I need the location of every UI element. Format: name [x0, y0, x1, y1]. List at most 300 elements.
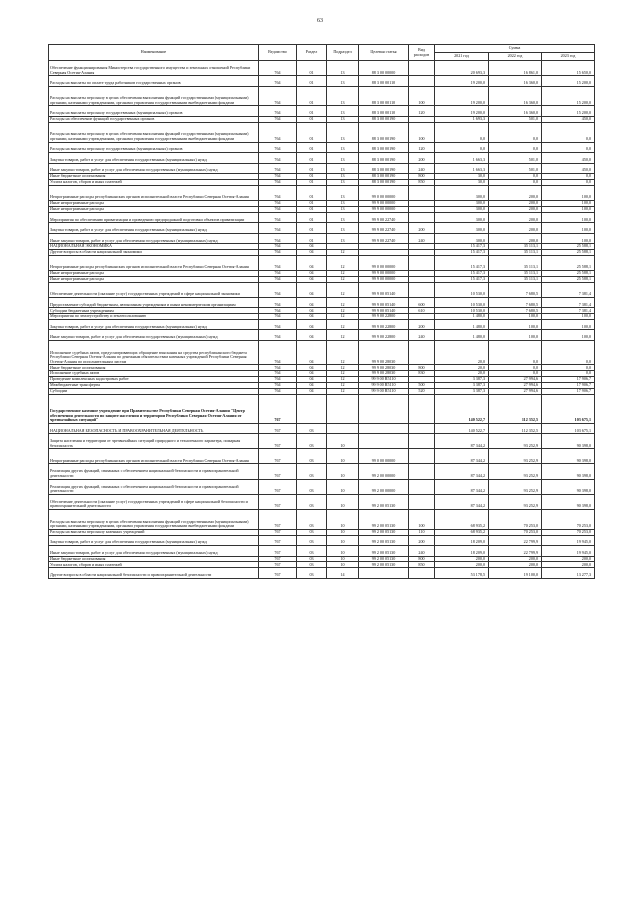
cell-target: 99 9 00 R5110	[359, 388, 409, 394]
cell-target: 99 2 00 05130	[359, 494, 409, 509]
table-row	[49, 423, 595, 434]
cell-sub: 10	[327, 535, 359, 546]
cell-sec: 01	[297, 174, 327, 180]
cell-y3: 25 588,1	[542, 270, 595, 276]
cell-name: НАЦИОНАЛЬНАЯ БЕЗОПАСНОСТЬ И ПРАВООХРАНИТЕЛЬНАЯ ДЕЯТЕЛЬНОСТЬ	[49, 423, 259, 434]
cell-target: 99 9 00 05140	[359, 297, 409, 308]
cell-y3: 25 588,1	[542, 249, 595, 255]
cell-dept: 764	[259, 382, 297, 388]
cell-sub: 12	[327, 308, 359, 314]
header-name: Наименование	[49, 45, 259, 61]
cell-y3: 15 650,0	[542, 61, 595, 76]
cell-y2: 16 360,0	[489, 86, 542, 106]
cell-y2: 200,0	[489, 223, 542, 234]
cell-vr	[409, 449, 435, 464]
table-row	[49, 223, 595, 234]
cell-sub: 13	[327, 153, 359, 164]
cell-dept: 767	[259, 464, 297, 479]
cell-sub: 13	[327, 142, 359, 153]
cell-sec: 01	[297, 76, 327, 87]
cell-vr: 610	[409, 308, 435, 314]
cell-dept: 767	[259, 449, 297, 464]
cell-y1: 20,0	[435, 365, 489, 371]
cell-name: Другие вопросы в области национальной экономики	[49, 249, 259, 255]
table-row	[49, 464, 595, 479]
cell-sec: 01	[297, 223, 327, 234]
cell-sub: 10	[327, 529, 359, 535]
cell-target: 99 9 00 22740	[359, 223, 409, 234]
cell-sub	[327, 394, 359, 423]
cell-name: Расходы на выплаты персоналу в целях обеспечения выполнения функций государственными (муниципальными) органами, казенными учреждениями, органами управления государственными внебюджетными фондами	[49, 86, 259, 106]
cell-vr	[409, 434, 435, 449]
cell-name: Защита населения и территории от чрезвычайных ситуаций природного и техногенного характера, пожарная безопасность	[49, 434, 259, 449]
cell-sec: 03	[297, 568, 327, 579]
cell-name: Непрограммные расходы республиканских органов исполнительной власти Республики Северная Осетия-Алания	[49, 185, 259, 200]
cell-sec: 01	[297, 179, 327, 185]
cell-vr: 240	[409, 546, 435, 557]
cell-sub: 10	[327, 434, 359, 449]
cell-target: 99 9 00 00000	[359, 276, 409, 282]
cell-vr	[409, 76, 435, 87]
table-row	[49, 212, 595, 223]
table-row	[49, 86, 595, 106]
cell-y2: 100,0	[489, 314, 542, 320]
cell-name: Предоставление субсидий бюджетным, автономным учреждениям и иным некоммерческим организациям	[49, 297, 259, 308]
cell-vr: 800	[409, 365, 435, 371]
cell-name: Мероприятия по землеустройству и землепользованию	[49, 314, 259, 320]
cell-y3: 100,0	[542, 185, 595, 200]
cell-y3: 100,0	[542, 206, 595, 212]
cell-dept: 767	[259, 529, 297, 535]
cell-target: 99 0 00 00000	[359, 449, 409, 464]
cell-target: 99 9 00 00000	[359, 270, 409, 276]
cell-y3: 450,0	[542, 116, 595, 122]
cell-y3: 15 200,0	[542, 86, 595, 106]
cell-y2: 200,0	[489, 212, 542, 223]
cell-y3: 15 200,0	[542, 76, 595, 87]
cell-y3: 0,0	[542, 365, 595, 371]
cell-target: 99 2 00 00000	[359, 479, 409, 494]
cell-y2: 200,0	[489, 185, 542, 200]
cell-sub: 13	[327, 206, 359, 212]
header-target: Целевая статья	[359, 45, 409, 61]
cell-y2: 93 252,9	[489, 479, 542, 494]
cell-target: 88 3 00 00190	[359, 116, 409, 122]
cell-y3: 25 588,1	[542, 244, 595, 250]
cell-name: Иные бюджетные ассигнования	[49, 365, 259, 371]
cell-dept: 767	[259, 562, 297, 568]
cell-dept: 764	[259, 106, 297, 117]
cell-name: Уплата налогов, сборов и иных платежей	[49, 562, 259, 568]
cell-sub: 13	[327, 76, 359, 87]
cell-target: 99 9 00 28030	[359, 340, 409, 364]
cell-dept: 764	[259, 122, 297, 142]
cell-y3: 25 588,1	[542, 276, 595, 282]
cell-sub	[327, 423, 359, 434]
table-body	[49, 61, 595, 579]
header-2022: 2022 год	[489, 53, 542, 61]
cell-vr	[409, 340, 435, 364]
cell-dept: 767	[259, 546, 297, 557]
cell-vr: 500	[409, 382, 435, 388]
cell-y2: 19 100,0	[489, 568, 542, 579]
cell-sub: 12	[327, 371, 359, 377]
cell-target	[359, 394, 409, 423]
cell-target: 88 3 00 00110	[359, 106, 409, 117]
cell-target: 99 9 00 R5110	[359, 382, 409, 388]
cell-dept: 764	[259, 319, 297, 330]
cell-y3: 7 381,4	[542, 297, 595, 308]
cell-target: 99 9 00 22800	[359, 330, 409, 341]
cell-y2: 93 252,9	[489, 449, 542, 464]
cell-name: Иные закупки товаров, работ и услуг для обеспечения государственных (муниципальных) нужд	[49, 163, 259, 174]
cell-dept: 764	[259, 282, 297, 297]
cell-sec: 01	[297, 106, 327, 117]
cell-name: Иные непрограммные расходы	[49, 200, 259, 206]
cell-y2: 200,0	[489, 562, 542, 568]
cell-y2: 112 352,5	[489, 394, 542, 423]
cell-vr	[409, 394, 435, 423]
cell-y3: 17 906,7	[542, 388, 595, 394]
cell-y2: 35 113,1	[489, 255, 542, 270]
cell-name: Непрограммные расходы республиканских органов исполнительной власти Республики Северная Осетия-Алания	[49, 255, 259, 270]
cell-name: Иные закупки товаров, работ и услуг для обеспечения государственных (муниципальных) нужд	[49, 546, 259, 557]
cell-sec: 01	[297, 163, 327, 174]
cell-y1: 15 417,3	[435, 249, 489, 255]
cell-y2: 27 994,6	[489, 377, 542, 383]
cell-y1: 20,0	[435, 371, 489, 377]
cell-sub: 12	[327, 255, 359, 270]
cell-vr	[409, 464, 435, 479]
cell-y3: 90 398,0	[542, 434, 595, 449]
cell-y3: 15 200,0	[542, 106, 595, 117]
cell-y1: 87 344,2	[435, 464, 489, 479]
cell-dept: 767	[259, 509, 297, 529]
cell-y1: 10 530,0	[435, 297, 489, 308]
cell-name: Обеспечение деятельности (оказание услуг) государственных учреждений в сфере национальной безопасности и правоохранительной деятельности	[49, 494, 259, 509]
table-row	[49, 509, 595, 529]
cell-y3: 19 945,0	[542, 535, 595, 546]
cell-y2: 100,0	[489, 319, 542, 330]
cell-y2: 200,0	[489, 233, 542, 244]
cell-y2: 0,0	[489, 365, 542, 371]
cell-name: Государственное казенное учреждение при Правительстве Республики Северная Осетия-Алания "Центр обеспечения деятельности по защите населения и территории Республики Северная Осетия-Алания от чрезвычайных ситуаций"	[49, 394, 259, 423]
cell-target: 99 9 00 22740	[359, 233, 409, 244]
cell-y1: 30,0	[435, 174, 489, 180]
cell-y1: 200,0	[435, 556, 489, 562]
cell-y1: 87 344,2	[435, 494, 489, 509]
cell-sec: 03	[297, 556, 327, 562]
cell-sub: 13	[327, 106, 359, 117]
cell-name: НАЦИОНАЛЬНАЯ ЭКОНОМИКА	[49, 244, 259, 250]
cell-dept: 767	[259, 479, 297, 494]
cell-name: Закупка товаров, работ и услуг для обеспечения государственных (муниципальных) нужд	[49, 223, 259, 234]
cell-sub: 10	[327, 494, 359, 509]
cell-target: 99 9 00 00000	[359, 206, 409, 212]
cell-y1: 30,0	[435, 179, 489, 185]
cell-sec: 03	[297, 494, 327, 509]
cell-target: 88 3 00 00190	[359, 163, 409, 174]
cell-sec: 04	[297, 249, 327, 255]
cell-sec: 04	[297, 308, 327, 314]
cell-vr: 200	[409, 223, 435, 234]
cell-y2: 7 680,5	[489, 282, 542, 297]
cell-y3: 25 588,1	[542, 255, 595, 270]
cell-name: Расходы на выплаты по оплате труда работников государственных органов	[49, 76, 259, 87]
cell-sec: 01	[297, 233, 327, 244]
cell-y3: 17 906,7	[542, 382, 595, 388]
cell-vr: 100	[409, 509, 435, 529]
cell-sec: 03	[297, 529, 327, 535]
cell-dept: 764	[259, 185, 297, 200]
cell-sub: 12	[327, 314, 359, 320]
cell-sec: 03	[297, 449, 327, 464]
cell-target: 99 2 00 05130	[359, 529, 409, 535]
cell-dept: 767	[259, 423, 297, 434]
cell-dept: 764	[259, 308, 297, 314]
cell-name: Закупка товаров, работ и услуг для обеспечения государственных (муниципальных) нужд	[49, 319, 259, 330]
cell-sub: 10	[327, 449, 359, 464]
cell-name: Межбюджетные трансферты	[49, 382, 259, 388]
cell-sec: 01	[297, 122, 327, 142]
cell-y3: 100,0	[542, 319, 595, 330]
cell-y1: 1 480,0	[435, 314, 489, 320]
cell-sec: 04	[297, 330, 327, 341]
table-row	[49, 76, 595, 87]
cell-sub: 10	[327, 556, 359, 562]
table-row	[49, 535, 595, 546]
cell-y1: 1 663,3	[435, 153, 489, 164]
cell-y1: 140 522,7	[435, 394, 489, 423]
cell-name: Уплата налогов, сборов и иных платежей	[49, 179, 259, 185]
table-row	[49, 297, 595, 308]
table-row	[49, 330, 595, 341]
cell-sub: 12	[327, 297, 359, 308]
cell-y3: 450,0	[542, 163, 595, 174]
cell-sec: 03	[297, 509, 327, 529]
cell-sub: 13	[327, 61, 359, 76]
header-subsection: Подраздел	[327, 45, 359, 61]
cell-name: Обеспечение функционирования Министерства государственного имущества и земельных отношений Республики Северная Осетия-Алания	[49, 61, 259, 76]
cell-name: Закупка товаров, работ и услуг для обеспечения государственных (муниципальных) нужд	[49, 535, 259, 546]
cell-y3: 200,0	[542, 556, 595, 562]
cell-y1: 19 200,0	[435, 86, 489, 106]
cell-dept: 764	[259, 223, 297, 234]
cell-sec: 01	[297, 200, 327, 206]
cell-target: 88 3 00 00000	[359, 61, 409, 76]
cell-y3: 90 398,0	[542, 464, 595, 479]
cell-sec: 04	[297, 314, 327, 320]
cell-sec: 04	[297, 319, 327, 330]
cell-name: Расходы на обеспечение функций государственных органов	[49, 116, 259, 122]
cell-dept: 767	[259, 535, 297, 546]
cell-name: Расходы на выплаты персоналу в целях обеспечения выполнения функций государственными (муниципальными) органами, казенными учреждениями, органами управления государственными внебюджетными фондами	[49, 122, 259, 142]
cell-y1: 68 935,2	[435, 509, 489, 529]
cell-vr: 520	[409, 388, 435, 394]
cell-vr	[409, 61, 435, 76]
cell-dept: 764	[259, 61, 297, 76]
cell-y1: 1 480,0	[435, 330, 489, 341]
cell-sec: 03	[297, 479, 327, 494]
cell-vr	[409, 479, 435, 494]
cell-name: Субсидии	[49, 388, 259, 394]
cell-y1: 3 387,3	[435, 388, 489, 394]
cell-y3: 100,0	[542, 330, 595, 341]
cell-target: 99 9 00 05140	[359, 308, 409, 314]
cell-name: Иные непрограммные расходы	[49, 270, 259, 276]
cell-y1: 20 693,3	[435, 61, 489, 76]
cell-y2: 35 113,1	[489, 249, 542, 255]
cell-dept: 764	[259, 388, 297, 394]
cell-target: 99 0 00 00000	[359, 185, 409, 200]
cell-y2: 16 861,0	[489, 61, 542, 76]
cell-sub: 13	[327, 86, 359, 106]
cell-dept: 764	[259, 276, 297, 282]
cell-sub: 13	[327, 200, 359, 206]
cell-dept: 767	[259, 494, 297, 509]
table-row	[49, 142, 595, 153]
cell-vr: 110	[409, 529, 435, 535]
cell-dept: 764	[259, 255, 297, 270]
cell-y2: 7 680,5	[489, 308, 542, 314]
cell-y2: 35 113,1	[489, 270, 542, 276]
cell-y1: 15 417,3	[435, 255, 489, 270]
cell-sec: 03	[297, 434, 327, 449]
cell-y3: 13 277,3	[542, 568, 595, 579]
cell-sec	[297, 394, 327, 423]
cell-y2: 27 994,6	[489, 382, 542, 388]
cell-dept: 764	[259, 297, 297, 308]
cell-target: 99 2 00 05130	[359, 509, 409, 529]
cell-sec: 04	[297, 255, 327, 270]
cell-sub: 13	[327, 122, 359, 142]
cell-target: 99 2 00 05130	[359, 562, 409, 568]
cell-target: 88 3 00 00110	[359, 76, 409, 87]
cell-name: Другие вопросы в области национальной безопасности и правоохранительной деятельности	[49, 568, 259, 579]
cell-y1: 19 200,0	[435, 76, 489, 87]
table-row	[49, 434, 595, 449]
cell-dept: 764	[259, 377, 297, 383]
cell-y2: 70 253,0	[489, 509, 542, 529]
cell-sub: 12	[327, 319, 359, 330]
cell-dept: 764	[259, 212, 297, 223]
cell-sub: 12	[327, 340, 359, 364]
cell-y1: 87 344,2	[435, 479, 489, 494]
cell-y3: 0,0	[542, 179, 595, 185]
cell-y3: 100,0	[542, 233, 595, 244]
cell-sub: 12	[327, 382, 359, 388]
cell-vr: 240	[409, 163, 435, 174]
cell-y3: 90 398,0	[542, 494, 595, 509]
cell-sec: 04	[297, 371, 327, 377]
cell-y2: 22 799,9	[489, 546, 542, 557]
cell-y1: 300,0	[435, 185, 489, 200]
cell-vr: 240	[409, 330, 435, 341]
table-row	[49, 394, 595, 423]
cell-sub: 13	[327, 185, 359, 200]
page-number: 63	[317, 18, 323, 24]
cell-dept: 764	[259, 244, 297, 250]
cell-y1: 18 209,0	[435, 546, 489, 557]
cell-dept: 764	[259, 179, 297, 185]
cell-sub: 12	[327, 276, 359, 282]
cell-target: 88 3 00 00110	[359, 86, 409, 106]
cell-name: Обеспечение деятельности (оказание услуг) государственных учреждений в сфере национальной экономики	[49, 282, 259, 297]
cell-dept: 764	[259, 330, 297, 341]
cell-sub: 12	[327, 282, 359, 297]
cell-y1: 68 935,2	[435, 529, 489, 535]
cell-y1: 1 663,3	[435, 163, 489, 174]
cell-sub: 13	[327, 223, 359, 234]
cell-dept: 764	[259, 365, 297, 371]
cell-dept: 767	[259, 434, 297, 449]
cell-sub: 14	[327, 568, 359, 579]
cell-name: Мероприятия по обеспечению приватизации и проведению предпродажной подготовки объектов приватизации	[49, 212, 259, 223]
table-row	[49, 494, 595, 509]
cell-vr: 800	[409, 556, 435, 562]
cell-vr: 800	[409, 174, 435, 180]
cell-y1: 87 344,2	[435, 434, 489, 449]
cell-target: 99 9 00 28030	[359, 371, 409, 377]
cell-sub: 12	[327, 377, 359, 383]
header-2023: 2023 год	[542, 53, 595, 61]
cell-target	[359, 434, 409, 449]
cell-target: 99 2 00 05130	[359, 556, 409, 562]
cell-dept: 764	[259, 270, 297, 276]
cell-name: Непрограммные расходы республиканских органов исполнительной власти Республики Северная Осетия-Алания	[49, 449, 259, 464]
cell-target: 88 3 00 00190	[359, 142, 409, 153]
cell-y2: 501,0	[489, 116, 542, 122]
cell-y1: 300,0	[435, 200, 489, 206]
cell-sec: 03	[297, 546, 327, 557]
cell-y1: 10 530,0	[435, 308, 489, 314]
cell-y3: 450,0	[542, 153, 595, 164]
cell-y2: 93 252,9	[489, 494, 542, 509]
cell-dept: 764	[259, 153, 297, 164]
cell-y3: 19 945,0	[542, 546, 595, 557]
cell-sub: 13	[327, 179, 359, 185]
cell-sub: 12	[327, 330, 359, 341]
cell-y2: 70 253,0	[489, 529, 542, 535]
cell-y2: 0,0	[489, 122, 542, 142]
cell-vr	[409, 255, 435, 270]
cell-sec: 01	[297, 116, 327, 122]
cell-y1: 0,0	[435, 122, 489, 142]
cell-sub: 12	[327, 365, 359, 371]
cell-dept: 767	[259, 394, 297, 423]
table-row	[49, 233, 595, 244]
cell-sec: 01	[297, 86, 327, 106]
cell-name: Исполнение судебных актов	[49, 371, 259, 377]
cell-vr: 200	[409, 153, 435, 164]
cell-sec: 01	[297, 206, 327, 212]
cell-sub: 10	[327, 562, 359, 568]
cell-y1: 1 480,0	[435, 319, 489, 330]
cell-sec: 04	[297, 270, 327, 276]
cell-y2: 7 680,5	[489, 297, 542, 308]
cell-name: Иные бюджетные ассигнования	[49, 174, 259, 180]
cell-target: 99 9 00 05140	[359, 282, 409, 297]
header-dept: Ведомство	[259, 45, 297, 61]
cell-sub: 10	[327, 464, 359, 479]
cell-y1: 20,0	[435, 340, 489, 364]
cell-dept: 764	[259, 163, 297, 174]
cell-y1: 18 209,0	[435, 535, 489, 546]
cell-target	[359, 423, 409, 434]
cell-name: Исполнение судебных актов, предусматривающих обращение взыскания на средства республиканского бюджета Республики Северная Осетия-Алания по денежным обязательствам казенных учреждений Республики Северная Осетия-Алания по исполнительным листам	[49, 340, 259, 364]
cell-sec: 04	[297, 297, 327, 308]
cell-y3: 7 381,4	[542, 308, 595, 314]
